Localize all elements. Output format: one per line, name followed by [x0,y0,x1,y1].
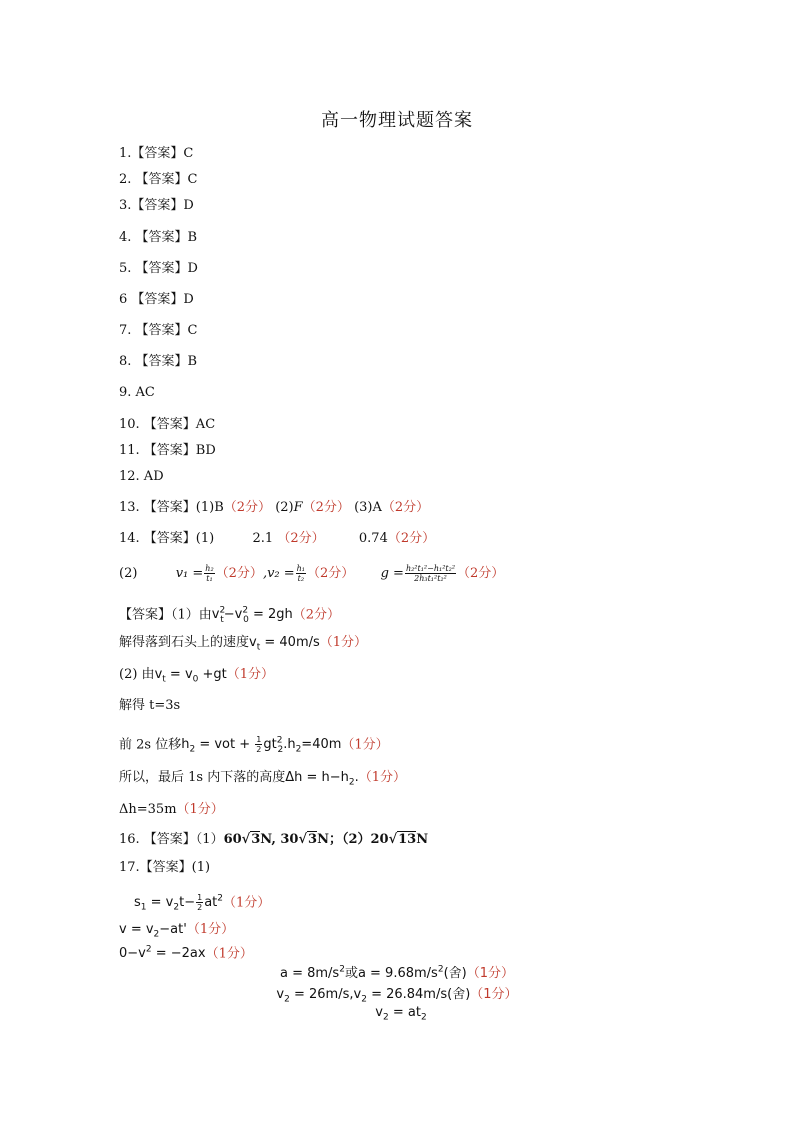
q15-l6-formula: $\Delta h = h-h_2$. [285,770,359,788]
q14-prefix: 14. 【答案】(1) [119,531,215,546]
q16-answer: 60√3N, 30√3N；（2）20√13N [223,832,429,847]
q15-score-3: （1分） [226,667,275,682]
answer-14-line-1 [119,530,435,548]
answer-5: 5. 【答案】D [119,261,198,276]
answer-12: 12. AD [119,469,164,484]
q14-part-2: (2) [119,566,138,581]
q17-l2-formula: $s_1 = v_2t-$ $\frac{1}{2}$ $at^2$ [134,893,224,913]
q14-v1-fraction: $\frac{\text{h₂}}{\text{t₁}}$ [205,564,214,583]
answer-17-line-7: $v_2 = at_2$ [375,1005,427,1023]
answer-15-line-4: 解得 t=3s [119,698,181,713]
answer-9: 9. AC [119,385,155,400]
answer-10: 10. 【答案】AC [119,417,216,432]
answer-2: 2. 【答案】C [119,172,198,187]
q15-score-7: （1分） [176,802,224,817]
answer-6: 6 【答案】D [119,292,194,307]
q17-score-4: （1分） [205,946,253,962]
q15-l3-text: (2) 由 [119,667,155,682]
q14-score-1: （2分） [277,531,325,546]
q17-score-6: （1分） [470,987,518,1002]
q13-prefix: 13. 【答案】(1)B [119,500,224,515]
q15-l6-text: 所以，最后 1s 内下落的高度 [119,770,286,785]
q14-score-2: （2分） [387,531,436,546]
answer-15-line-1 [119,602,340,629]
q15-l7-text: Δh=35m [119,802,177,817]
q13-part-3: (3)A [354,500,382,515]
q15-l1-formula: $v^2_t-v^2_0 = 2gh$ [211,606,293,625]
answer-15-line-5 [119,732,389,759]
answer-16 [119,831,428,849]
q14-v1-label: v₁ = [175,566,204,581]
q15-score-2: （1分） [319,635,368,650]
q14-score-4: （2分） [307,566,355,581]
q13-score-3: （2分） [381,500,430,515]
answer-1: 1.【答案】C [119,146,194,161]
answer-17-line-6: $v_2 = 26m/s,v_2 = 26.84m/s$(舍)（1分） [276,987,518,1005]
page-title: 高一物理试题答案 [321,110,473,131]
q14-g-label: g = [380,566,404,581]
q14-score-5: （2分） [457,566,505,581]
q15-score-6: （1分） [358,770,407,785]
q15-l5-text: 前 2s 位移 [119,737,182,753]
q13-score-2: （2分） [302,500,350,515]
q15-l3-formula: $v_t = v_0 +gt$ [154,667,227,685]
q13-part-2: (2) [275,500,294,515]
q14-v2-fraction: $\frac{\text{h₁}}{\text{t₂}}$ [296,564,306,583]
q14-value-1: 2.1 [252,531,274,546]
q15-l2-text: 解得落到石头上的速度 [119,635,250,650]
q17-l3-formula: $v = v_2-at'$ [119,922,187,940]
q14-value-2: 0.74 [358,531,388,546]
answer-15-line-6 [119,769,406,792]
q17-score-3: （1分） [186,922,235,937]
q14-score-3: （2分） [215,566,263,581]
answer-17-line-4 [119,941,253,963]
answer-7: 7. 【答案】C [119,323,198,338]
answer-15-line-3 [119,666,274,689]
q15-l1-text: 【答案】（1）由 [119,607,212,623]
answer-8: 8. 【答案】B [119,354,198,369]
answer-15-line-2 [119,634,367,657]
answer-13 [119,499,429,517]
q15-score-5: （1分） [341,737,389,753]
answer-17-line-1: 17.【答案】(1) [119,860,211,875]
q14-v2-label: ,v₂ = [262,566,295,581]
q13-f: F [293,500,303,515]
answer-15-line-7 [119,801,224,819]
answer-14-line-2 [119,564,504,583]
q13-score-1: （2分） [223,500,272,515]
q15-l2-formula: $v_t = 40m/s$ [249,635,320,653]
q17-score-5: （1分） [466,966,514,981]
q17-l4-formula: $0-v^2 = -2ax$ [119,945,206,962]
answer-11: 11. 【答案】BD [119,443,216,458]
answer-3: 3.【答案】D [119,198,194,213]
q17-score-2: （1分） [223,895,271,911]
answer-17-line-2 [134,890,270,917]
q15-l5-formula: $h_2$ = vot + $\frac{1}{2}$ $gt^2_2.h_2=40m$ [181,735,342,755]
answer-17-line-5: $a = 8m/s^2$或$a = 9.68m/s^2$(舍)（1分） [279,964,514,981]
answer-4: 4. 【答案】B [119,230,198,245]
q14-g-fraction: $\frac{\text{h₂²t₁²−h₁²t₂²}}{\text{2h₃t₁²t₂²}}$ [405,564,456,583]
q16-prefix: 16. 【答案】（1） [119,832,224,847]
q15-score-1: （2分） [292,607,341,623]
